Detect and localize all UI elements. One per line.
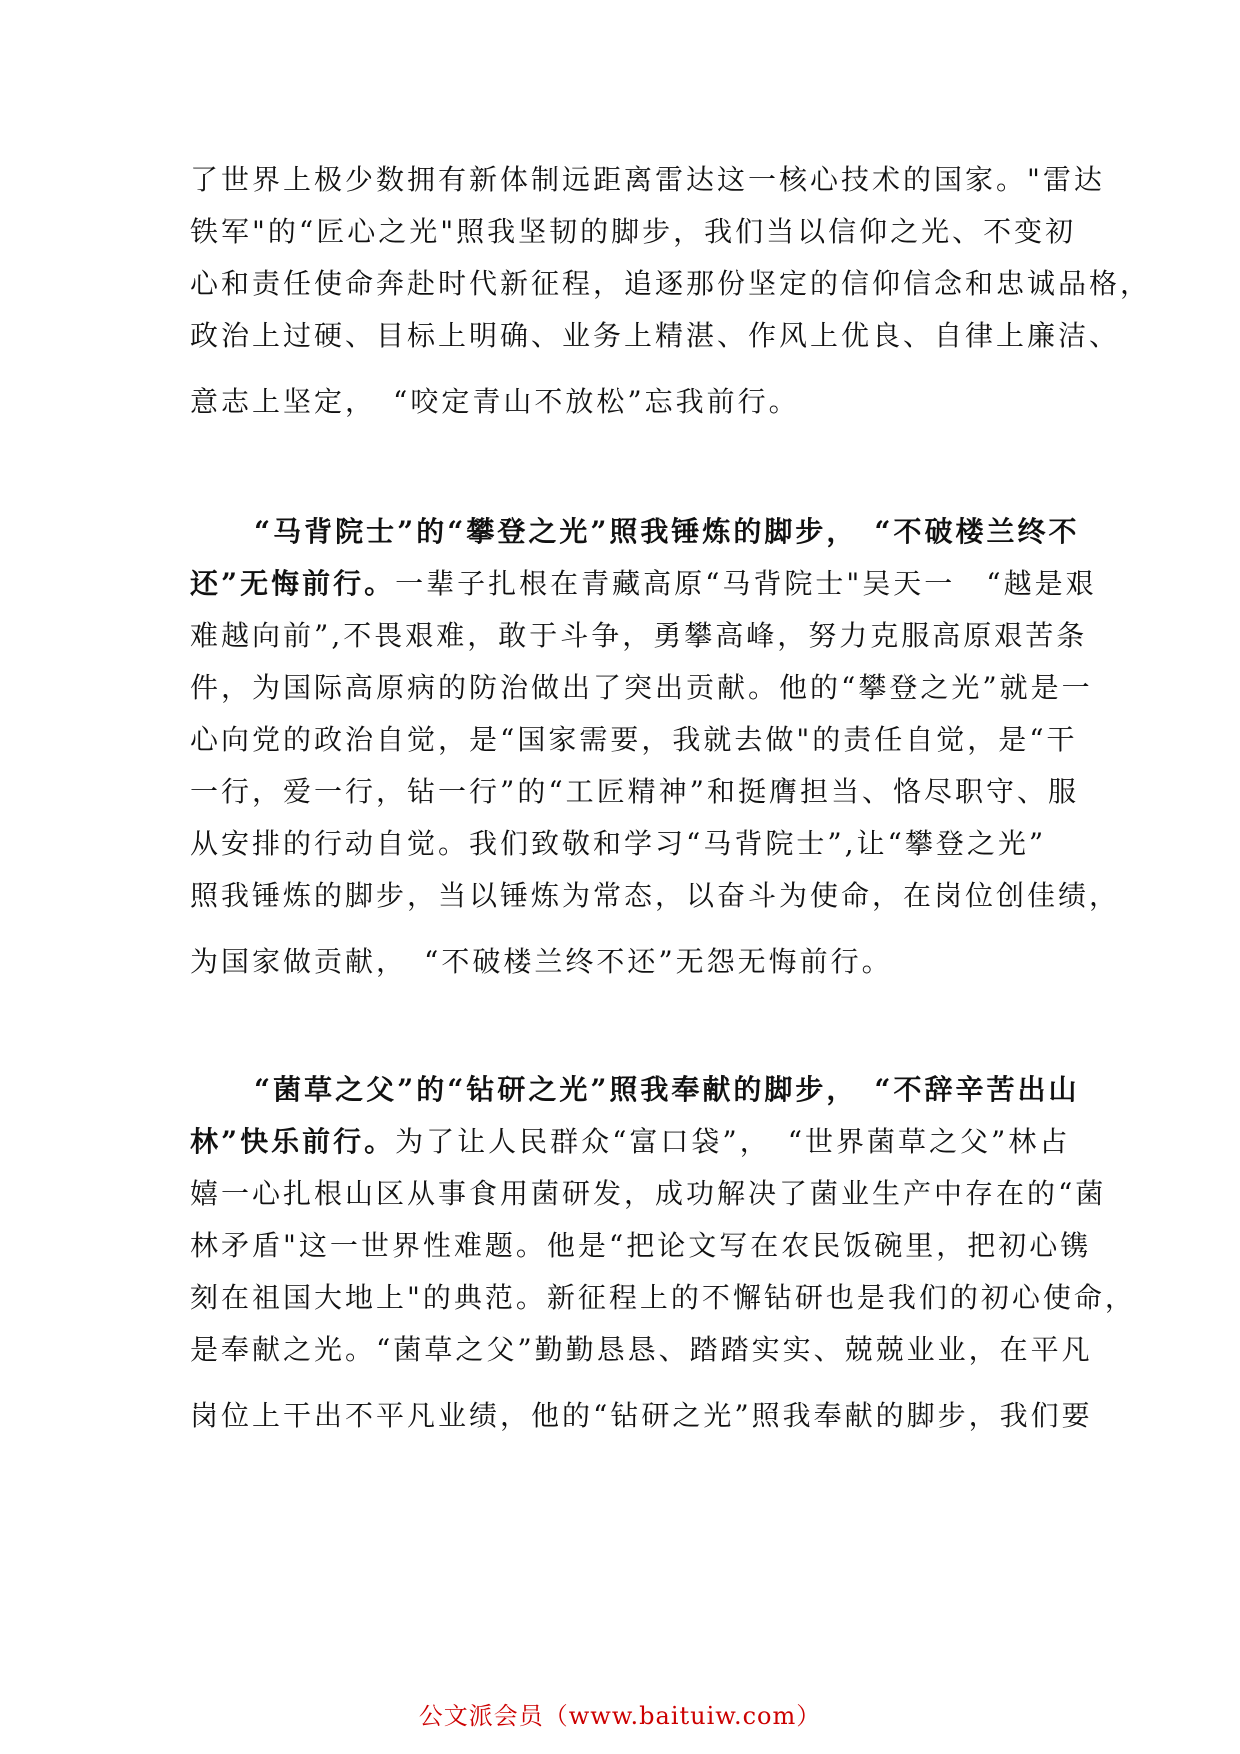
paragraph-2-line-6: 一行，爱一行，钻一行”的“工匠精神”和挺膺担当、恪尽职守、服 [190, 775, 1079, 808]
paragraph-1-line-4: 政治上过硬、目标上明确、业务上精湛、作风上优良、自律上廉洁、 [190, 319, 1121, 352]
paragraph-2-line-2-text: 一辈子扎根在青藏高原“马背院士"吴天一 “越是艰 [395, 567, 1097, 600]
paragraph-3-heading-line-2: 林”快乐前行。 [190, 1125, 396, 1158]
paragraph-2-line-3: 难越向前”,不畏艰难，敢于斗争，勇攀高峰，努力克服高原艰苦条 [190, 619, 1088, 652]
paragraph-3-line-2 [190, 1122, 1070, 1162]
paragraph-1-line-3: 心和责任使命奔赴时代新征程，追逐那份坚定的信仰信念和忠诚品格， [190, 267, 1152, 300]
paragraph-3-heading-line-1: “菌草之父”的“钻研之光”照我奉献的脚步， “不辞辛苦出山 [254, 1073, 1080, 1106]
paragraph-3-line-3: 嬉一心扎根山区从事食用菌研发，成功解决了菌业生产中存在的“菌 [190, 1177, 1107, 1210]
paragraph-2-line-4: 件，为国际高原病的防治做出了突出贡献。他的“攀登之光”就是一 [190, 671, 1093, 704]
paragraph-2-heading-line-1: “马背院士”的“攀登之光”照我锤炼的脚步， “不破楼兰终不 [254, 515, 1080, 548]
paragraph-2-line-7: 从安排的行动自觉。我们致敬和学习“马背院士”,让“攀登之光” [190, 827, 1047, 860]
paragraph-2-heading-line-2: 还”无悔前行。 [190, 567, 396, 600]
paragraph-1-line-1: 了世界上极少数拥有新体制远距离雷达这一核心技术的国家。"雷达 [190, 163, 1105, 196]
paragraph-1-line-5: 意志上坚定， “咬定青山不放松”忘我前行。 [190, 385, 800, 418]
paragraph-3-line-6: 是奉献之光。“菌草之父”勤勤恳恳、踏踏实实、兢兢业业，在平凡 [190, 1333, 1093, 1366]
paragraph-3-line-5: 刻在祖国大地上"的典范。新征程上的不懈钻研也是我们的初心使命， [190, 1281, 1136, 1314]
paragraph-1-line-2: 铁军"的“匠心之光"照我坚韧的脚步，我们当以信仰之光、不变初 [190, 215, 1077, 248]
paragraph-2-line-2 [190, 564, 1097, 604]
paragraph-2-line-9: 为国家做贡献， “不破楼兰终不还”无怨无悔前行。 [190, 945, 893, 978]
paragraph-3-line-4: 林矛盾"这一世界性难题。他是“把论文写在农民饭碗里，把初心镌 [190, 1229, 1092, 1262]
paragraph-3-line-7: 岗位上干出不平凡业绩，他的“钻研之光”照我奉献的脚步，我们要 [190, 1399, 1093, 1432]
paragraph-3-line-2-text: 为了让人民群众“富口袋”， “世界菌草之父”林占 [395, 1125, 1071, 1158]
footer-watermark: 公文派会员（www.baituiw.com） [418, 1702, 822, 1730]
paragraph-2-line-8: 照我锤炼的脚步，当以锤炼为常态，以奋斗为使命，在岗位创佳绩， [190, 879, 1121, 912]
paragraph-2-line-5: 心向党的政治自觉，是“国家需要，我就去做"的责任自觉，是“干 [190, 723, 1078, 756]
